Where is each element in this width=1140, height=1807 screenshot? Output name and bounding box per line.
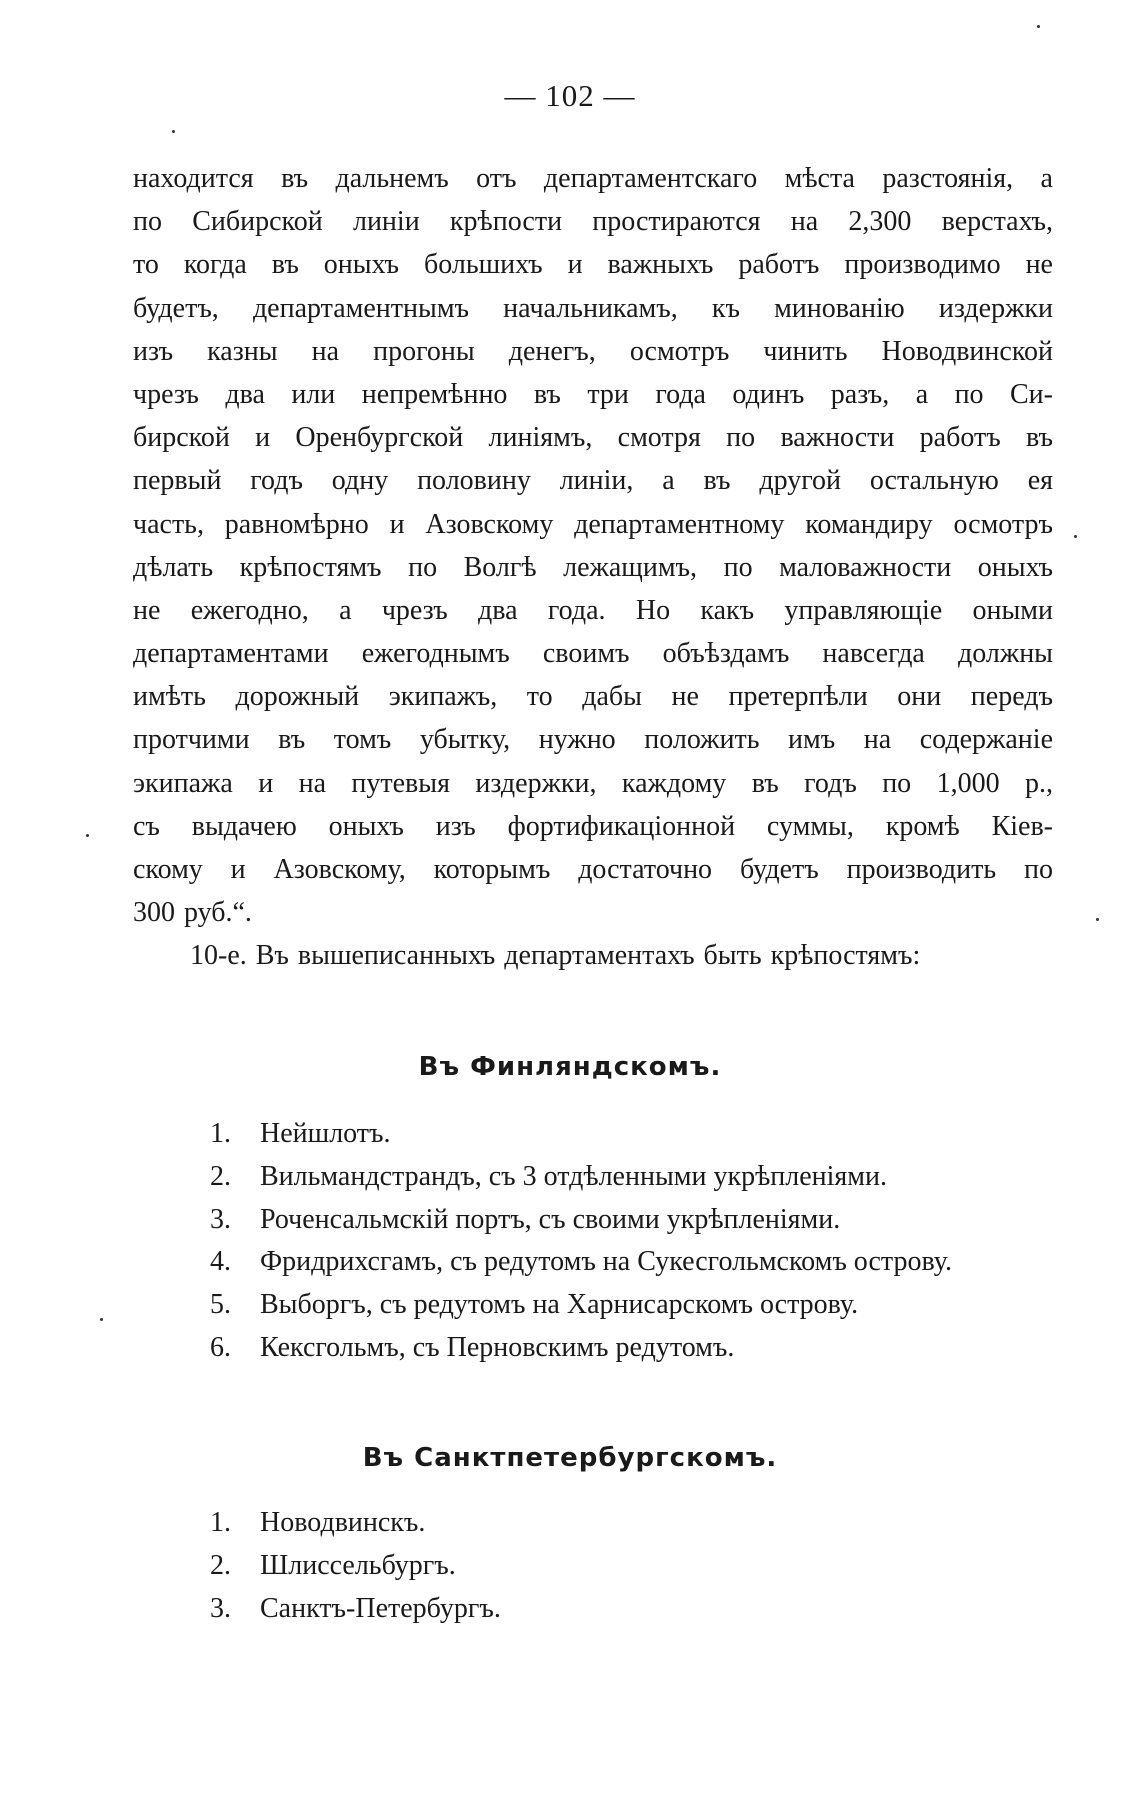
text-line: бирской и Оренбургской линіямъ, смотря по важности работъ въ [133,422,1053,454]
scan-speck [172,130,175,133]
fortress-list-petersburg [210,1502,1070,1630]
scan-speck [100,1318,103,1321]
text-line: экипажа и на путевыя издержки, каждому въ годъ по 1,000 р., [133,767,1053,799]
list-item-text: Роченсальмскій портъ, съ своими укрѣпленіями. [260,1203,841,1235]
section-heading-petersburg: Въ Санктпетербургскомъ. [362,1443,778,1473]
list-item [210,1502,1070,1545]
list-item [210,1545,1070,1588]
list-item-text: Шлиссельбургъ. [260,1549,456,1581]
list-item-text: Вильмандстрандъ, съ 3 отдѣленными укрѣпленіями. [260,1160,888,1192]
list-item-number: 4. [210,1246,231,1278]
scan-speck [1074,535,1077,538]
list-item-text: Кексгольмъ, съ Перновскимъ редутомъ. [260,1331,735,1363]
list-item-text: Санктъ-Петербургъ. [260,1592,501,1624]
text-line: по Сибирской линіи крѣпости простираются на 2,300 верстахъ, [133,206,1053,238]
list-item-text: Новодвинскъ. [260,1507,426,1538]
text-line: будетъ, департаментнымъ начальникамъ, къ минованію издержки [133,292,1053,324]
list-item [210,1284,1070,1327]
text-line: изъ казны на прогоны денегъ, осмотръ чинить Новодвинской [133,335,1053,367]
fortress-list-finland [210,1113,1070,1370]
text-line: чрезъ два или непремѣнно въ три года одинъ разъ, а по Си- [133,378,1053,410]
text-line: съ выдачею оныхъ изъ фортификаціонной суммы, кромѣ Кіев- [133,810,1053,842]
text-line: департаментами ежегоднымъ своимъ объѣздамъ навсегда должны [133,638,1053,670]
list-item [210,1199,1070,1242]
list-item [210,1156,1070,1199]
list-item [210,1588,1070,1631]
page-number: — 102 — [504,78,636,113]
list-item-number: 3. [210,1203,231,1235]
text-line-last: 300 руб.“. [133,897,252,929]
body-text [133,157,1053,978]
text-line: дѣлать крѣпостямъ по Волгѣ лежащимъ, по маловажности оныхъ [133,551,1053,583]
text-line: часть, равномѣрно и Азовскому департаментному командиру осмотръ [133,508,1053,540]
list-item-text: Выборгъ, съ редутомъ на Харнисарскомъ острову. [260,1289,859,1321]
scan-speck [86,834,89,837]
list-item-number: 6. [210,1331,231,1363]
list-item [210,1327,1070,1370]
list-item-number: 2. [210,1160,231,1192]
list-item [210,1241,1070,1284]
list-item-number: 5. [210,1289,231,1321]
list-item-number: 1. [210,1118,231,1149]
text-line: скому и Азовскому, которымъ достаточно будетъ производить по [133,854,1053,885]
text-line: то когда въ оныхъ большихъ и важныхъ работъ производимо не [133,249,1053,281]
list-item-number: 3. [210,1592,231,1624]
text-line: протчими въ томъ убытку, нужно положить имъ на содержаніе [133,724,1053,756]
item-10-intro: 10-е. Въ вышеписанныхъ департаментахъ быть крѣпостямъ: [190,940,921,972]
text-line: имѣть дорожный экипажъ, то дабы не претерпѣли они передъ [133,681,1053,713]
text-line: первый годъ одну половину линіи, а въ другой остальную ея [133,465,1053,497]
list-item-number: 2. [210,1549,231,1581]
list-item-text: Фридрихсгамъ, съ редутомъ на Сукесгольмскомъ острову. [260,1246,952,1278]
list-item [210,1113,1070,1156]
list-item-number: 1. [210,1507,231,1538]
scan-speck [1096,918,1099,921]
list-item-text: Нейшлотъ. [260,1118,391,1149]
text-line: не ежегодно, а чрезъ два года. Но какъ управляющіе оными [133,594,1053,626]
section-heading-finland: Въ Финляндскомъ. [418,1052,722,1082]
scan-speck [1037,25,1040,28]
text-line: находится въ дальнемъ отъ департаментскаго мѣста разстоянія, а [133,163,1053,194]
